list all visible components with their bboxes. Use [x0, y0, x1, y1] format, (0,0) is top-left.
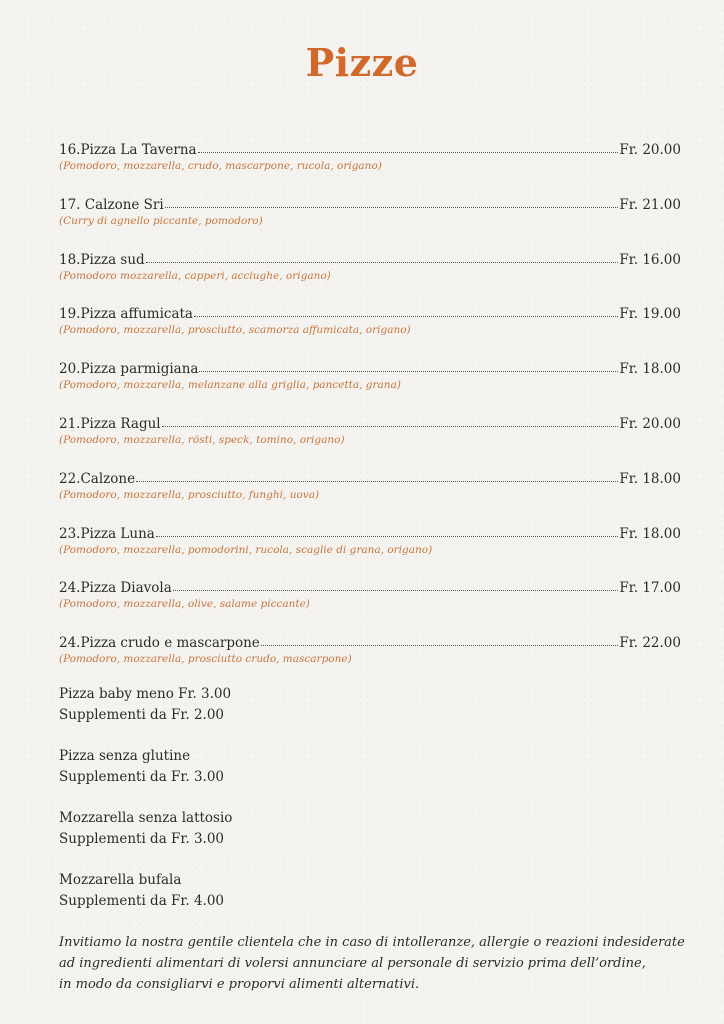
- menu-item-name: 20.Pizza parmigiana: [59, 361, 199, 378]
- supplement-price: Supplementi da Fr. 3.00: [59, 769, 225, 785]
- menu-item-name: 16.Pizza La Taverna: [59, 142, 197, 158]
- menu-item-line: [59, 196, 681, 215]
- menu-item-description: (Pomodoro, mozzarella, crudo, mascarpone, rucola, origano): [59, 160, 382, 172]
- dot-leader: [136, 471, 618, 483]
- supplement-price: Supplementi da Fr. 2.00: [59, 707, 225, 723]
- dot-leader: [173, 580, 619, 592]
- supplement-price: Supplementi da Fr. 3.00: [59, 831, 225, 847]
- supplement-entry: [59, 808, 659, 850]
- menu-item-line: [59, 634, 681, 653]
- menu-item-description: (Pomodoro, mozzarella, rösti, speck, tomino, origano): [59, 433, 345, 446]
- menu-item-description: (Pomodoro mozzarella, capperi, acciughe, origano): [59, 269, 331, 282]
- menu-item-name: 18.Pizza sud: [59, 251, 145, 268]
- menu-item: [59, 415, 681, 470]
- dot-leader: [156, 526, 619, 538]
- menu-item-price: Fr. 18.00: [619, 525, 681, 542]
- menu-item: [59, 525, 681, 580]
- menu-item-name: 22.Calzone: [59, 470, 136, 487]
- menu-item-line: [59, 415, 681, 434]
- menu-item-price: Fr. 21.00: [619, 196, 681, 213]
- menu-item-line: [59, 360, 681, 379]
- menu-item-price: Fr. 18.00: [619, 361, 681, 378]
- menu-item-description: (Pomodoro, mozzarella, prosciutto crudo, mascarpone): [59, 653, 352, 666]
- menu-item-line: [59, 525, 681, 544]
- pizza-menu-list: [59, 141, 681, 689]
- supplement-entry: [59, 746, 659, 788]
- menu-item-price: Fr. 17.00: [619, 580, 681, 597]
- supplement-title: Pizza baby meno Fr. 3.00: [59, 686, 232, 702]
- menu-item-line: [59, 141, 681, 160]
- menu-item-description: (Pomodoro, mozzarella, pomodorini, rucola, scaglie di grana, origano): [59, 543, 433, 556]
- menu-item-description: (Pomodoro, mozzarella, prosciutto, scamorza affumicata, origano): [59, 324, 411, 337]
- menu-item-name: 19.Pizza affumicata: [59, 306, 193, 323]
- menu-item-description: (Pomodoro, mozzarella, melanzane alla griglia, pancetta, grana): [59, 379, 401, 392]
- menu-item-description: (Pomodoro, mozzarella, olive, salame piccante): [59, 598, 310, 611]
- menu-item: [59, 196, 681, 251]
- menu-item-name: 24.Pizza crudo e mascarpone: [59, 635, 260, 652]
- supplement-title: Mozzarella bufala: [59, 872, 182, 888]
- menu-item-price: Fr. 20.00: [619, 142, 681, 158]
- menu-item: [59, 141, 681, 196]
- dot-leader: [199, 361, 618, 373]
- supplement-price: Supplementi da Fr. 4.00: [59, 893, 225, 909]
- allergy-notice-line: ad ingredienti alimentari di volersi annunciare al personale di servizio prima dell’ordine,: [59, 956, 646, 971]
- dot-leader: [261, 635, 619, 647]
- dot-leader: [194, 306, 618, 318]
- page-title: Pizze: [305, 40, 419, 85]
- menu-item-line: [59, 305, 681, 324]
- menu-item: [59, 634, 681, 689]
- supplement-entry: [59, 684, 659, 726]
- supplement-title: Mozzarella senza lattosio: [59, 810, 233, 826]
- menu-item-description: (Curry di agnello piccante, pomodoro): [59, 214, 263, 227]
- menu-item-line: [59, 579, 681, 598]
- dot-leader: [162, 416, 619, 428]
- allergy-notice-line: in modo da consigliarvi e proporvi alimenti alternativi.: [59, 977, 420, 992]
- menu-item-name: 23.Pizza Luna: [59, 525, 155, 542]
- menu-item-name: 21.Pizza Ragul: [59, 415, 161, 432]
- menu-item: [59, 360, 681, 415]
- supplement-title: Pizza senza glutine: [59, 748, 191, 764]
- menu-item-price: Fr. 18.00: [619, 470, 681, 487]
- menu-item: [59, 251, 681, 306]
- dot-leader: [165, 197, 619, 209]
- dot-leader: [146, 252, 619, 264]
- menu-item-line: [59, 251, 681, 270]
- supplements-list: [59, 684, 659, 932]
- menu-item-price: Fr. 16.00: [619, 251, 681, 268]
- supplement-entry: [59, 870, 659, 912]
- menu-item-price: Fr. 22.00: [619, 635, 681, 652]
- menu-item-description: (Pomodoro, mozzarella, prosciutto, funghi, uova): [59, 488, 320, 501]
- menu-item-name: 17. Calzone Sri: [59, 196, 164, 213]
- dot-leader: [198, 142, 619, 154]
- menu-item-price: Fr. 19.00: [619, 306, 681, 323]
- menu-item: [59, 470, 681, 525]
- menu-item-price: Fr. 20.00: [619, 415, 681, 432]
- allergy-notice: [59, 932, 689, 995]
- menu-item-name: 24.Pizza Diavola: [59, 580, 172, 597]
- menu-item-line: [59, 470, 681, 489]
- allergy-notice-line: Invitiamo la nostra gentile clientela che in caso di intolleranze, allergie o reazioni indesiderate: [59, 935, 685, 950]
- menu-item: [59, 305, 681, 360]
- menu-item: [59, 579, 681, 634]
